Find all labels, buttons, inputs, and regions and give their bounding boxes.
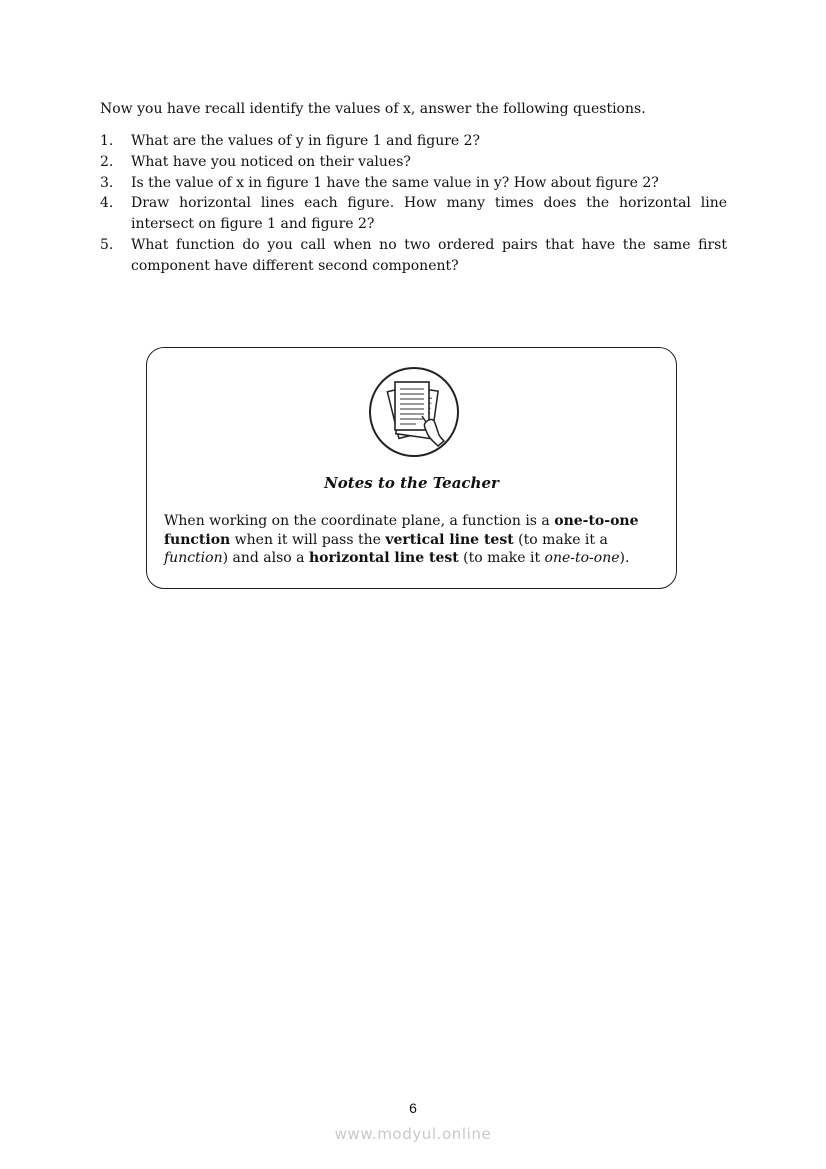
question-number: 3. [100,174,114,191]
teacher-notes-box [146,347,677,589]
notes-text: when it will pass the [230,531,386,548]
list-item [100,193,727,235]
question-text: What are the values of y in figure 1 and figure 2? [131,133,481,149]
list-item [100,131,727,152]
notes-text: (to make it a [513,531,608,548]
notes-term-horizontal-line-test: horizontal line test [308,550,459,566]
question-text: What have you noticed on their values? [131,153,411,170]
notes-term-function: function [164,550,223,566]
notes-text: ) and also a [222,550,309,566]
list-item [100,235,727,277]
notes-text: When working on the coordinate plane, a function is a [164,513,555,529]
notes-title: Notes to the Teacher [324,474,499,492]
page-number: 6 [409,1100,417,1116]
notes-body [164,512,664,568]
notes-term-one-to-one: one-to-one [544,550,620,566]
notes-text: (to make it [458,550,545,566]
papers-in-hand-icon [368,366,460,458]
notes-term-one-to-one-function: one-to-one function [164,513,639,548]
question-number: 1. [100,133,114,149]
question-text: Is the value of x in figure 1 have the same value in y? How about figure 2? [131,174,659,191]
watermark: www.modyul.online [334,1125,492,1143]
list-item [100,173,727,194]
question-number: 5. [100,236,114,253]
list-item [100,152,727,173]
question-number: 2. [100,153,114,170]
intro-text: Now you have recall identify the values of x, answer the following questions. [100,101,646,117]
notes-term-vertical-line-test: vertical line test [385,531,514,548]
notes-text: ). [619,550,630,566]
question-text: Draw horizontal lines each figure. How many times does the horizontal line intersect on figure 1 and figure 2? [131,195,727,233]
question-number: 4. [100,195,114,212]
question-list [100,131,727,277]
question-text: What function do you call when no two ordered pairs that have the same first component have different second component? [131,236,727,274]
